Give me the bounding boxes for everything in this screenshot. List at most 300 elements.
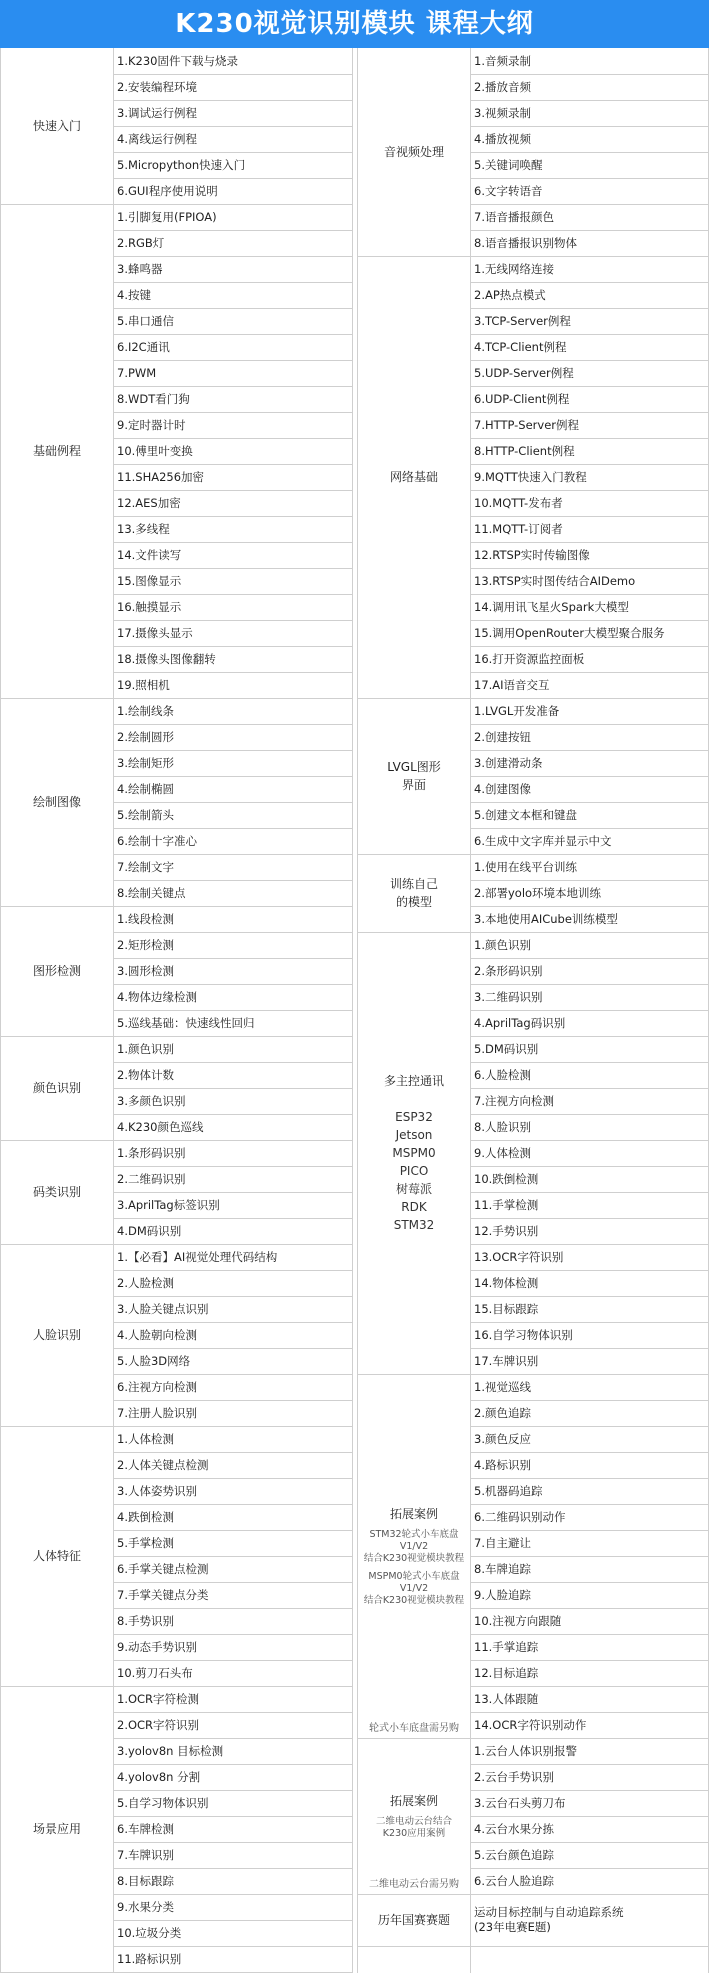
course-item: 11.手掌检测 bbox=[474, 1198, 539, 1212]
course-item: 3.蜂鸣器 bbox=[117, 262, 163, 276]
course-item: 6.云台人脸追踪 bbox=[474, 1874, 554, 1888]
category-note: STM32轮式小车底盘 V1/V2 结合K230视觉模块教程 bbox=[363, 1529, 465, 1564]
course-item: 1.引脚复用(FPIOA) bbox=[117, 210, 217, 224]
row-divider bbox=[470, 230, 709, 231]
course-item: 10.剪刀石头布 bbox=[117, 1666, 193, 1680]
row-divider bbox=[470, 412, 709, 413]
course-item: 2.播放音频 bbox=[474, 80, 531, 94]
controller-list: ESP32 Jetson MSPM0 PICO 树莓派 RDK STM32 bbox=[392, 1110, 436, 1232]
course-item: 9.水果分类 bbox=[117, 1900, 174, 1914]
course-item: 4.yolov8n 分割 bbox=[117, 1770, 201, 1784]
row-divider bbox=[470, 1244, 709, 1245]
course-item: 4.离线运行例程 bbox=[117, 132, 197, 146]
course-item: 8.手势识别 bbox=[117, 1614, 174, 1628]
category-title: 图形检测 bbox=[32, 964, 81, 978]
course-item: 5.云台颜色追踪 bbox=[474, 1848, 554, 1862]
category-cell bbox=[1, 1426, 113, 1686]
row-divider bbox=[113, 412, 352, 413]
row-divider bbox=[113, 620, 352, 621]
course-item: 2.云台手势识别 bbox=[474, 1770, 554, 1784]
course-item: 4.DM码识别 bbox=[117, 1224, 182, 1238]
course-item: 3.圆形检测 bbox=[117, 964, 174, 978]
course-item: 12.RTSP实时传输图像 bbox=[474, 548, 590, 562]
row-divider bbox=[113, 1790, 352, 1791]
course-item: 5.DM码识别 bbox=[474, 1042, 539, 1056]
course-item: 6.绘制十字准心 bbox=[117, 834, 197, 848]
row-divider bbox=[113, 1608, 352, 1609]
row-divider bbox=[113, 256, 352, 257]
row-divider bbox=[113, 516, 352, 517]
row-divider bbox=[470, 1712, 709, 1713]
row-divider bbox=[113, 958, 352, 959]
row-divider bbox=[113, 1738, 352, 1739]
row-divider bbox=[113, 932, 352, 933]
row-divider bbox=[113, 724, 352, 725]
column-divider bbox=[352, 48, 353, 1973]
course-item: 1.人体检测 bbox=[117, 1432, 174, 1446]
row-divider bbox=[113, 1374, 352, 1375]
course-item: 4.AprilTag码识别 bbox=[474, 1016, 566, 1030]
row-divider bbox=[113, 1634, 352, 1635]
row-divider bbox=[470, 1218, 709, 1219]
course-item: 2.绘制圆形 bbox=[117, 730, 174, 744]
category-title: 基础例程 bbox=[32, 444, 81, 458]
row-divider bbox=[470, 1868, 709, 1869]
course-item: 18.摄像头图像翻转 bbox=[117, 652, 216, 666]
course-item: 16.触摸显示 bbox=[117, 600, 182, 614]
category-cell bbox=[1, 48, 113, 204]
course-item: 7.语音播报颜色 bbox=[474, 210, 554, 224]
row-divider bbox=[470, 828, 709, 829]
category-title: 人脸识别 bbox=[32, 1328, 81, 1342]
course-item: 5.串口通信 bbox=[117, 314, 174, 328]
course-item: 3.AprilTag标签识别 bbox=[117, 1198, 220, 1212]
course-item: 2.人体关键点检测 bbox=[117, 1458, 209, 1472]
course-item: 4.TCP-Client例程 bbox=[474, 340, 567, 354]
course-item: 6.文字转语音 bbox=[474, 184, 543, 198]
row-divider bbox=[357, 1946, 709, 1947]
course-item: 4.云台水果分拣 bbox=[474, 1822, 554, 1836]
row-divider bbox=[470, 1764, 709, 1765]
course-item: 16.自学习物体识别 bbox=[474, 1328, 573, 1342]
row-divider bbox=[470, 1426, 709, 1427]
page-title: K230视觉识别模块 课程大纲 bbox=[0, 0, 709, 48]
row-divider bbox=[113, 880, 352, 881]
category-cell bbox=[1, 204, 113, 698]
course-item: 10.注视方向跟随 bbox=[474, 1614, 562, 1628]
course-item: 1.颜色识别 bbox=[117, 1042, 174, 1056]
row-divider bbox=[470, 1686, 709, 1687]
course-item: 5.人脸3D网络 bbox=[117, 1354, 191, 1368]
course-item: 2.人脸检测 bbox=[117, 1276, 174, 1290]
course-item: 8.语音播报识别物体 bbox=[474, 236, 577, 250]
row-divider bbox=[113, 464, 352, 465]
row-divider bbox=[470, 516, 709, 517]
course-item: 4.绘制椭圆 bbox=[117, 782, 174, 796]
row-divider bbox=[470, 334, 709, 335]
row-divider bbox=[113, 1868, 352, 1869]
course-item: 1.使用在线平台训练 bbox=[474, 860, 577, 874]
row-divider bbox=[113, 594, 352, 595]
course-item: 3.视频录制 bbox=[474, 106, 531, 120]
course-item: 4.创建图像 bbox=[474, 782, 531, 796]
course-item: 3.yolov8n 目标检测 bbox=[117, 1744, 224, 1758]
course-item: 19.照相机 bbox=[117, 678, 170, 692]
row-divider bbox=[470, 1114, 709, 1115]
course-item: 3.二维码识别 bbox=[474, 990, 543, 1004]
course-item: 1.【必看】AI视觉处理代码结构 bbox=[117, 1250, 278, 1264]
course-item: 1.OCR字符检测 bbox=[117, 1692, 200, 1706]
row-divider bbox=[113, 672, 352, 673]
course-item: 3.云台石头剪刀布 bbox=[474, 1796, 566, 1810]
row-divider bbox=[470, 178, 709, 179]
course-item: 4.路标识别 bbox=[474, 1458, 531, 1472]
category-note: 二维电动云台结合 K230应用案例 bbox=[375, 1816, 452, 1839]
course-item: 7.PWM bbox=[117, 366, 157, 380]
row-divider bbox=[470, 802, 709, 803]
course-item: 2.条形码识别 bbox=[474, 964, 543, 978]
row-divider bbox=[113, 776, 352, 777]
course-item: 6.人脸检测 bbox=[474, 1068, 531, 1082]
course-item: 7.注视方向检测 bbox=[474, 1094, 554, 1108]
course-item: 3.人脸关键点识别 bbox=[117, 1302, 209, 1316]
row-divider bbox=[470, 1400, 709, 1401]
course-item: 3.绘制矩形 bbox=[117, 756, 174, 770]
row-divider bbox=[113, 1166, 352, 1167]
row-divider bbox=[113, 1504, 352, 1505]
course-item: 5.关键词唤醒 bbox=[474, 158, 543, 172]
course-item: 1.K230固件下载与烧录 bbox=[117, 54, 238, 68]
row-divider bbox=[113, 230, 352, 231]
course-item: 5.UDP-Server例程 bbox=[474, 366, 574, 380]
course-item: 2.二维码识别 bbox=[117, 1172, 186, 1186]
row-divider bbox=[470, 1036, 709, 1037]
category-title: 场景应用 bbox=[32, 1822, 81, 1836]
course-item: 1.条形码识别 bbox=[117, 1146, 186, 1160]
course-item: 4.人脸朝向检测 bbox=[117, 1328, 197, 1342]
row-divider bbox=[113, 1322, 352, 1323]
course-item: 9.定时器计时 bbox=[117, 418, 186, 432]
row-divider bbox=[470, 594, 709, 595]
course-item: 1.LVGL开发准备 bbox=[474, 704, 560, 718]
category-cell bbox=[358, 48, 470, 256]
category-footnote: 轮式小车底盘需另购 bbox=[369, 1723, 459, 1734]
row-divider bbox=[470, 438, 709, 439]
row-divider bbox=[470, 1010, 709, 1011]
course-item: 17.AI语音交互 bbox=[474, 678, 550, 692]
category-cell bbox=[1, 698, 113, 906]
category-title: 拓展案例 bbox=[389, 1507, 438, 1521]
course-item: 10.MQTT-发布者 bbox=[474, 496, 563, 510]
row-divider bbox=[470, 776, 709, 777]
course-item: 10.垃圾分类 bbox=[117, 1926, 182, 1940]
row-divider bbox=[470, 1530, 709, 1531]
course-item: 9.MQTT快速入门教程 bbox=[474, 470, 587, 484]
course-item: 9.人体检测 bbox=[474, 1146, 531, 1160]
row-divider bbox=[470, 1088, 709, 1089]
category-cell bbox=[1, 1140, 113, 1244]
row-divider bbox=[113, 1218, 352, 1219]
course-item: 15.目标跟踪 bbox=[474, 1302, 539, 1316]
category-cell bbox=[1, 1686, 113, 1972]
row-divider bbox=[113, 1010, 352, 1011]
course-item: 14.文件读写 bbox=[117, 548, 182, 562]
course-item: 14.OCR字符识别动作 bbox=[474, 1718, 587, 1732]
category-title: 多主控通讯 bbox=[383, 1074, 444, 1088]
row-divider bbox=[113, 152, 352, 153]
category-title: 码类识别 bbox=[32, 1185, 81, 1199]
row-divider bbox=[113, 1842, 352, 1843]
course-item: 11.MQTT-订阅者 bbox=[474, 522, 563, 536]
course-item: 5.手掌检测 bbox=[117, 1536, 174, 1550]
row-divider bbox=[113, 1946, 352, 1947]
course-item: 5.自学习物体识别 bbox=[117, 1796, 209, 1810]
category-cell bbox=[358, 1738, 470, 1894]
course-item: 6.注视方向检测 bbox=[117, 1380, 197, 1394]
row-divider bbox=[113, 1270, 352, 1271]
row-divider bbox=[113, 568, 352, 569]
course-item: 8.车牌追踪 bbox=[474, 1562, 531, 1576]
course-item: 6.I2C通讯 bbox=[117, 340, 170, 354]
category-cell bbox=[358, 932, 470, 1374]
row-divider bbox=[470, 1608, 709, 1609]
course-item: 12.AES加密 bbox=[117, 496, 181, 510]
course-item: 7.自主避让 bbox=[474, 1536, 531, 1550]
row-divider bbox=[470, 880, 709, 881]
row-divider bbox=[470, 1556, 709, 1557]
row-divider bbox=[470, 984, 709, 985]
category-cell bbox=[358, 1894, 470, 1946]
row-divider bbox=[113, 750, 352, 751]
course-item: 11.手掌追踪 bbox=[474, 1640, 539, 1654]
row-divider bbox=[113, 802, 352, 803]
row-divider bbox=[113, 984, 352, 985]
course-item: 2.部署yolo环境本地训练 bbox=[474, 886, 602, 900]
course-item: 10.傅里叶变换 bbox=[117, 444, 193, 458]
row-divider bbox=[470, 724, 709, 725]
category-cell bbox=[1, 1244, 113, 1426]
row-divider bbox=[113, 308, 352, 309]
course-item: 1.线段检测 bbox=[117, 912, 174, 926]
row-divider bbox=[113, 100, 352, 101]
row-divider bbox=[470, 1062, 709, 1063]
course-item: 4.按键 bbox=[117, 288, 151, 302]
course-item: 14.调用讯飞星火Spark大模型 bbox=[474, 600, 629, 614]
course-item: 12.目标追踪 bbox=[474, 1666, 539, 1680]
course-item: 3.TCP-Server例程 bbox=[474, 314, 571, 328]
row-divider bbox=[470, 490, 709, 491]
category-title: 网络基础 bbox=[389, 470, 438, 484]
course-item: 12.手势识别 bbox=[474, 1224, 539, 1238]
row-divider bbox=[470, 360, 709, 361]
course-item: 6.手掌关键点检测 bbox=[117, 1562, 209, 1576]
course-item: 15.调用OpenRouter大模型聚合服务 bbox=[474, 626, 665, 640]
course-item: 17.车牌识别 bbox=[474, 1354, 539, 1368]
row-divider bbox=[470, 74, 709, 75]
category-title: 快速入门 bbox=[32, 119, 81, 133]
course-item: 13.OCR字符识别 bbox=[474, 1250, 564, 1264]
row-divider bbox=[470, 672, 709, 673]
course-item: 8.WDT看门狗 bbox=[117, 392, 190, 406]
course-item: 6.二维码识别动作 bbox=[474, 1510, 566, 1524]
category-title: 拓展案例 bbox=[389, 1794, 438, 1808]
course-item: 3.多颜色识别 bbox=[117, 1094, 186, 1108]
course-item: 2.RGB灯 bbox=[117, 236, 165, 250]
course-item: 16.打开资源监控面板 bbox=[474, 652, 585, 666]
course-item: 3.颜色反应 bbox=[474, 1432, 531, 1446]
row-divider bbox=[470, 126, 709, 127]
row-divider bbox=[470, 1452, 709, 1453]
course-item: 6.车牌检测 bbox=[117, 1822, 174, 1836]
row-divider bbox=[113, 1556, 352, 1557]
course-item: 3.调试运行例程 bbox=[117, 106, 197, 120]
category-cell bbox=[358, 256, 470, 698]
row-divider bbox=[113, 282, 352, 283]
row-divider bbox=[470, 386, 709, 387]
course-item: 15.图像显示 bbox=[117, 574, 182, 588]
course-item: 2.AP热点模式 bbox=[474, 288, 546, 302]
course-item: 3.创建滑动条 bbox=[474, 756, 543, 770]
course-item: 14.物体检测 bbox=[474, 1276, 539, 1290]
row-divider bbox=[470, 1140, 709, 1141]
category-cell bbox=[1, 906, 113, 1036]
row-divider bbox=[470, 1166, 709, 1167]
course-item: 6.UDP-Client例程 bbox=[474, 392, 570, 406]
row-divider bbox=[470, 1348, 709, 1349]
row-divider bbox=[113, 854, 352, 855]
course-item: 1.绘制线条 bbox=[117, 704, 174, 718]
course-item: 4.K230颜色巡线 bbox=[117, 1120, 204, 1134]
course-item: 11.SHA256加密 bbox=[117, 470, 205, 484]
row-divider bbox=[470, 1816, 709, 1817]
row-divider bbox=[113, 360, 352, 361]
row-divider bbox=[113, 1400, 352, 1401]
row-divider bbox=[470, 568, 709, 569]
course-item: 17.摄像头显示 bbox=[117, 626, 193, 640]
course-item: 8.目标跟踪 bbox=[117, 1874, 174, 1888]
row-divider bbox=[113, 1088, 352, 1089]
course-item: 2.物体计数 bbox=[117, 1068, 174, 1082]
course-item: 5.创建文本框和键盘 bbox=[474, 808, 577, 822]
row-divider bbox=[470, 204, 709, 205]
row-divider bbox=[470, 308, 709, 309]
row-divider bbox=[470, 1842, 709, 1843]
category-footnote: 二维电动云台需另购 bbox=[369, 1879, 459, 1890]
row-divider bbox=[470, 1504, 709, 1505]
category-title: 音视频处理 bbox=[383, 145, 444, 159]
category-title: 人体特征 bbox=[32, 1549, 81, 1563]
row-divider bbox=[470, 958, 709, 959]
course-item: 1.云台人体识别报警 bbox=[474, 1744, 577, 1758]
course-item: 1.视觉巡线 bbox=[474, 1380, 531, 1394]
row-divider bbox=[470, 1478, 709, 1479]
row-divider bbox=[470, 1270, 709, 1271]
row-divider bbox=[470, 282, 709, 283]
course-item: 9.动态手势识别 bbox=[117, 1640, 197, 1654]
course-item: 5.Micropython快速入门 bbox=[117, 158, 246, 172]
category-title: 训练自己 的模型 bbox=[389, 877, 438, 909]
category-cell bbox=[358, 698, 470, 854]
row-divider bbox=[113, 1452, 352, 1453]
course-item: 2.OCR字符识别 bbox=[117, 1718, 200, 1732]
course-item: 13.多线程 bbox=[117, 522, 170, 536]
category-cell bbox=[358, 854, 470, 932]
category-title: 颜色识别 bbox=[32, 1081, 81, 1095]
course-item: 7.注册人脸识别 bbox=[117, 1406, 197, 1420]
row-divider bbox=[470, 646, 709, 647]
row-divider bbox=[113, 334, 352, 335]
course-item: 2.矩形检测 bbox=[117, 938, 174, 952]
course-item: 8.绘制关键点 bbox=[117, 886, 186, 900]
row-divider bbox=[113, 1296, 352, 1297]
course-item: 1.颜色识别 bbox=[474, 938, 531, 952]
row-divider bbox=[113, 1712, 352, 1713]
row-divider bbox=[113, 490, 352, 491]
course-item: 5.绘制箭头 bbox=[117, 808, 174, 822]
category-title: 绘制图像 bbox=[32, 795, 81, 809]
row-divider bbox=[470, 1634, 709, 1635]
row-divider bbox=[470, 1582, 709, 1583]
row-divider bbox=[470, 620, 709, 621]
course-item: 7.绘制文字 bbox=[117, 860, 174, 874]
row-divider bbox=[113, 1920, 352, 1921]
course-item: 7.车牌识别 bbox=[117, 1848, 174, 1862]
row-divider bbox=[113, 1062, 352, 1063]
course-item: 8.人脸识别 bbox=[474, 1120, 531, 1134]
category-cell bbox=[1, 1036, 113, 1140]
row-divider bbox=[470, 1790, 709, 1791]
category-title: LVGL图形 界面 bbox=[387, 760, 441, 792]
course-item: 6.生成中文字库并显示中文 bbox=[474, 834, 612, 848]
row-divider bbox=[113, 542, 352, 543]
course-item: 13.人体跟随 bbox=[474, 1692, 539, 1706]
row-divider bbox=[113, 1894, 352, 1895]
row-divider bbox=[113, 828, 352, 829]
course-item: 4.跌倒检测 bbox=[117, 1510, 174, 1524]
row-divider bbox=[470, 1660, 709, 1661]
course-item: 3.人体姿势识别 bbox=[117, 1484, 197, 1498]
category-cell bbox=[358, 1374, 470, 1738]
course-item: 5.机器码追踪 bbox=[474, 1484, 543, 1498]
row-divider bbox=[113, 646, 352, 647]
row-divider bbox=[470, 1192, 709, 1193]
row-divider bbox=[470, 100, 709, 101]
category-note: MSPM0轮式小车底盘 V1/V2 结合K230视觉模块教程 bbox=[363, 1571, 465, 1606]
course-item: 7.手掌关键点分类 bbox=[117, 1588, 209, 1602]
course-item: 运动目标控制与自动追踪系统 (23年电赛E题) bbox=[474, 1905, 624, 1934]
course-item: 2.安装编程环境 bbox=[117, 80, 197, 94]
category-title: 历年国赛赛题 bbox=[377, 1913, 450, 1927]
row-divider bbox=[113, 1192, 352, 1193]
course-item: 1.音频录制 bbox=[474, 54, 531, 68]
row-divider bbox=[470, 750, 709, 751]
row-divider bbox=[113, 1478, 352, 1479]
row-divider bbox=[470, 1296, 709, 1297]
row-divider bbox=[470, 464, 709, 465]
row-divider bbox=[113, 74, 352, 75]
row-divider bbox=[113, 1114, 352, 1115]
course-item: 13.RTSP实时图传结合AIDemo bbox=[474, 574, 636, 588]
course-item: 2.颜色追踪 bbox=[474, 1406, 531, 1420]
course-item: 11.路标识别 bbox=[117, 1952, 182, 1966]
course-item bbox=[472, 1920, 709, 1946]
course-item: 1.无线网络连接 bbox=[474, 262, 554, 276]
row-divider bbox=[470, 1322, 709, 1323]
course-item: 2.创建按钮 bbox=[474, 730, 531, 744]
row-divider bbox=[113, 126, 352, 127]
row-divider bbox=[113, 178, 352, 179]
row-divider bbox=[113, 1348, 352, 1349]
